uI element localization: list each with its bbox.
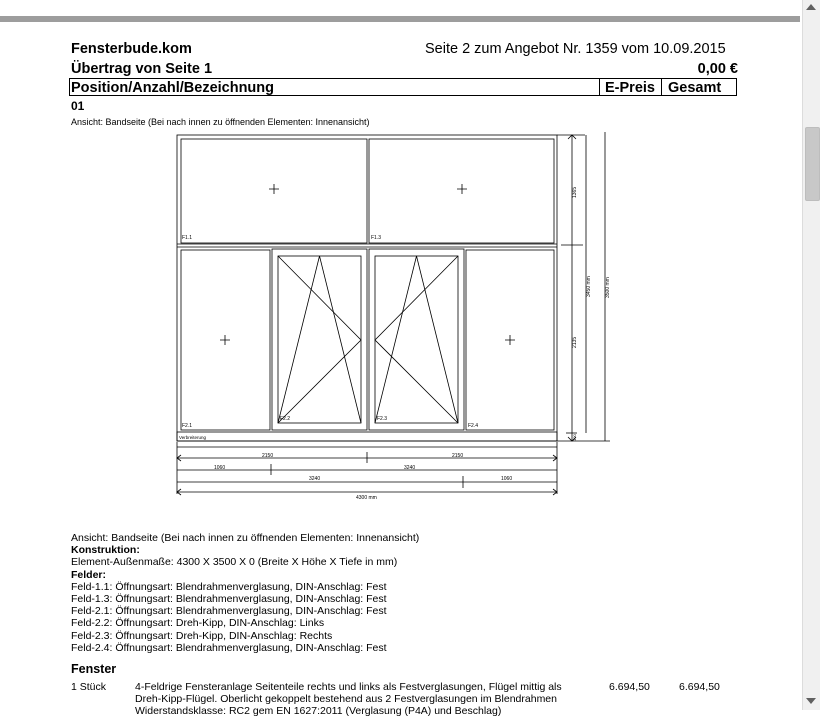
dim-total-width: 4300 mm (356, 495, 377, 501)
sash-f23 (369, 249, 464, 430)
table-header (69, 78, 737, 96)
item-unit-price: 6.694,50 (609, 681, 650, 693)
field-line: Feld-2.4: Öffnungsart: Blendrahmenverglasung, DIN-Anschlag: Fest (71, 641, 387, 654)
company-name: Fensterbude.kom (71, 41, 192, 57)
carry-over-label: Übertrag von Seite 1 (71, 61, 213, 77)
scroll-down-icon[interactable] (806, 698, 816, 704)
construction-heading: Konstruktion: (71, 544, 140, 557)
col-position-header: Position/Anzahl/Bezeichnung (71, 80, 275, 96)
label-f22: F2.2 (280, 416, 291, 422)
dim-height-total2: 3500 mm (605, 277, 611, 298)
field-line: Feld-1.3: Öffnungsart: Blendrahmenverglasung, DIN-Anschlag: Fest (71, 593, 387, 606)
label-f24: F2.4 (468, 423, 479, 429)
item-text-line: Dreh-Kipp-Flügel. Oberlicht gekoppelt bestehend aus 2 Festverglasungen im Blendrahmen (135, 693, 557, 706)
field-line: Feld-1.1: Öffnungsart: Blendrahmenverglasung, DIN-Anschlag: Fest (71, 580, 387, 593)
item-total: 6.694,50 (679, 681, 720, 693)
view-note: Ansicht: Bandseite (Bei nach innen zu öffnenden Elementen: Innenansicht) (71, 532, 420, 544)
label-f21: F2.1 (182, 423, 193, 429)
dim-height-total1: 3450 mm (586, 276, 592, 297)
offer-reference: Seite 2 zum Angebot Nr. 1359 vom 10.09.2015 (425, 41, 726, 57)
label-f13: F1.3 (371, 235, 382, 241)
view-caption: Ansicht: Bandseite (Bei nach innen zu öffnenden Elementen: Innenansicht) (71, 117, 370, 127)
dim-seg1: 1060 (214, 465, 226, 471)
fields-heading: Felder: (71, 568, 107, 581)
window-top-bar (0, 0, 820, 20)
sash-f22 (272, 249, 367, 430)
vertical-scrollbar[interactable] (802, 0, 820, 710)
item-description (135, 681, 595, 718)
dim-height-bottom: 2135 (572, 336, 578, 348)
item-text-line: Widerstandsklasse: RC2 gem EN 1627:2011 (Verglasung (P4A) und Beschlag) (135, 705, 502, 718)
label-sill: Verbreiterung (179, 435, 207, 440)
carry-over-value: 0,00 € (697, 61, 738, 77)
window-technical-drawing (165, 130, 615, 505)
item-quantity: 1 Stück (71, 681, 107, 693)
scroll-up-icon[interactable] (806, 4, 816, 10)
dim-seg4: 1060 (501, 476, 513, 482)
scroll-thumb[interactable] (805, 127, 820, 201)
dim-height-sill: 100 (572, 434, 577, 441)
top-divider (0, 16, 800, 22)
label-f11: F1.1 (182, 235, 193, 241)
item-text-line: 4-Feldrige Fensteranlage Seitenteile rechts und links als Festverglasungen, Flügel mittig als (135, 681, 562, 693)
label-f23: F2.3 (377, 416, 388, 422)
field-line: Feld-2.3: Öffnungsart: Dreh-Kipp, DIN-Anschlag: Rechts (71, 629, 333, 642)
sill-extension (177, 432, 557, 441)
section-heading: Fenster (71, 662, 117, 676)
dim-seg3: 3240 (309, 476, 321, 482)
position-number: 01 (71, 99, 85, 113)
col-total-header: Gesamt (668, 80, 722, 96)
dim-half-right: 2150 (452, 453, 464, 459)
outer-dimensions: Element-Außenmaße: 4300 X 3500 X 0 (Breite X Höhe X Tiefe in mm) (71, 556, 398, 569)
pane-f13 (369, 139, 554, 243)
field-line: Feld-2.2: Öffnungsart: Dreh-Kipp, DIN-Anschlag: Links (71, 617, 325, 630)
dim-half-left: 2150 (262, 453, 274, 459)
dim-seg2: 3240 (404, 465, 416, 471)
position-description (71, 532, 419, 654)
field-line: Feld-2.1: Öffnungsart: Blendrahmenverglasung, DIN-Anschlag: Fest (71, 605, 387, 618)
dim-height-top: 1365 (572, 186, 578, 198)
col-unit-price-header: E-Preis (605, 80, 655, 96)
